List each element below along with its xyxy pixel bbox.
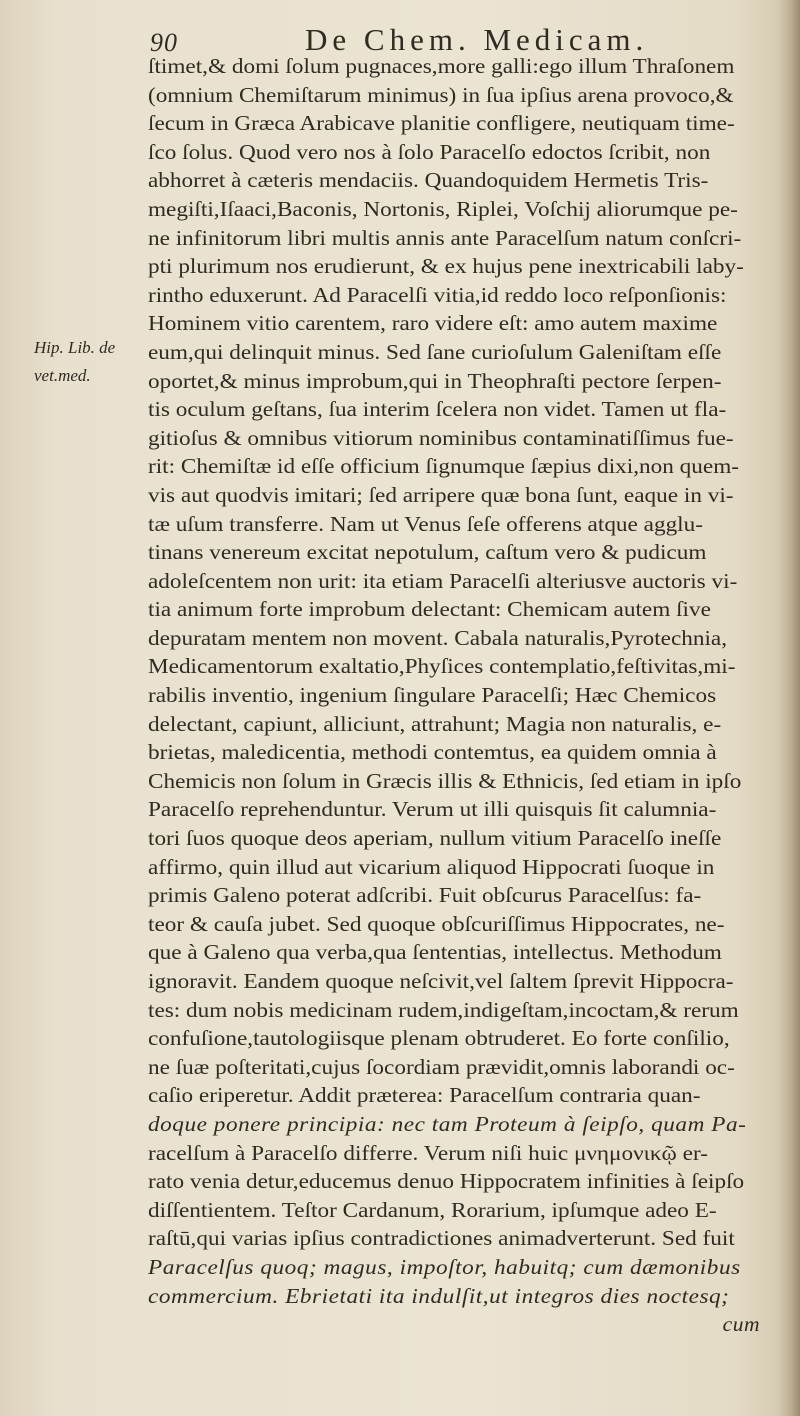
text-line: doque ponere principia: nec tam Proteum à ſeipſo, quam Pa-	[148, 1111, 747, 1136]
catchword: cum	[722, 1312, 760, 1337]
text-line: commercium. Ebrietati ita indulſit,ut integros dies noctesq;	[148, 1283, 730, 1308]
running-head: De Chem. Medicam.	[305, 22, 649, 57]
text-line: Paracelſo reprehenduntur. Verum ut illi quisquis ſit calumnia-	[148, 797, 717, 822]
text-line: tis oculum geſtans, ſua interim ſcelera non videt. Tamen ut fla-	[148, 397, 727, 422]
text-line: gitioſus & omnibus vitiorum nominibus contaminatiſſimus fue-	[148, 425, 734, 450]
text-line: racelſum à Paracelſo differre. Verum niſi huic μνημονικῷ er-	[148, 1140, 708, 1165]
text-line: que à Galeno qua verba,qua ſententias, intellectus. Methodum	[148, 940, 722, 965]
text-line: tinans venereum excitat nepotulum, caſtum vero & pudicum	[148, 540, 707, 565]
text-line: adoleſcentem non urit: ita etiam Paracelſi alteriusve auctoris vi-	[148, 568, 738, 593]
text-line: depuratam mentem non movent. Cabala naturalis,Pyrotechnia,	[148, 625, 728, 650]
text-line: raſtū,qui varias ipſius contradictiones animadverterunt. Sed fuit	[148, 1226, 735, 1251]
text-line: affirmo, quin illud aut vicarium aliquod Hippocrati ſuoque in	[148, 854, 715, 879]
text-line: ſecum in Græca Arabicave planitie confligere, neutiquam time-	[148, 111, 735, 136]
text-line: tori ſuos quoque deos aperiam, nullum vitium Paracelſo ineſſe	[148, 826, 722, 851]
margin-note-line: Hip. Lib. de	[34, 338, 116, 357]
text-line: oportet,& minus improbum,qui in Theophraſti pectore ſerpen-	[148, 368, 722, 393]
text-line: ſtimet,& domi ſolum pugnaces,more galli:ego illum Thraſonem	[148, 54, 735, 78]
text-line: diſſentientem. Teſtor Cardanum, Rorarium, ipſumque adeo E-	[148, 1197, 717, 1222]
text-line: abhorret à cæteris mendaciis. Quandoquidem Hermetis Tris-	[148, 168, 709, 193]
margin-note-line: vet.med.	[34, 366, 91, 385]
text-line: megiſti,Iſaaci,Baconis, Nortonis, Riplei, Voſchij aliorumque pe-	[148, 196, 738, 221]
text-line: ne infinitorum libri multis annis ante Paracelſum natum conſcri-	[148, 225, 742, 250]
text-line: delectant, capiunt, alliciunt, attrahunt; Magia non naturalis, e-	[148, 711, 722, 736]
text-line: Paracelſus quoq; magus, impoſtor, habuitq; cum dæmonibus	[148, 1254, 741, 1279]
body-text	[148, 52, 788, 1339]
text-line: vis aut quodvis imitari; ſed arripere quæ bona ſunt, eaque in vi-	[148, 482, 734, 507]
text-line: primis Galeno poterat adſcribi. Fuit obſcurus Paracelſus: fa-	[148, 883, 702, 908]
text-line: rabilis inventio, ingenium ſingulare Paracelſi; Hæc Chemicos	[148, 683, 717, 708]
text-line: tæ uſum transferre. Nam ut Venus ſeſe offerens atque agglu-	[148, 511, 703, 536]
text-line: tes: dum nobis medicinam rudem,indigeſtam,incoctam,& rerum	[148, 997, 739, 1022]
text-line: ſco ſolus. Quod vero nos à ſolo Paracelſo edoctos ſcribit, non	[148, 139, 711, 164]
text-line: Medicamentorum exaltatio,Phyſices contemplatio,feſtivitas,mi-	[148, 654, 736, 679]
text-line: rintho eduxerunt. Ad Paracelſi vitia,id reddo loco reſponſionis:	[148, 282, 727, 307]
text-line: (omnium Chemiſtarum minimus) in ſua ipſius arena provoco,&	[148, 82, 734, 107]
text-line: pti plurimum nos erudierunt, & ex hujus pene inextricabili laby-	[148, 254, 744, 279]
text-line: Hominem vitio carentem, raro videre eſt: amo autem maxime	[148, 311, 718, 336]
text-line: Chemicis non ſolum in Græcis illis & Ethnicis, ſed etiam in ipſo	[148, 768, 742, 793]
text-line: caſio eriperetur. Addit præterea: Paracelſum contraria quan-	[148, 1083, 701, 1108]
text-line: ne ſuæ poſteritati,cujus ſocordiam prævidit,omnis laborandi oc-	[148, 1054, 735, 1079]
text-line: rato venia detur,educemus denuo Hippocratem infinities à ſeipſo	[148, 1169, 745, 1194]
margin-note	[34, 334, 144, 390]
page-number: 90	[150, 28, 178, 57]
text-line: confuſione,tautologiisque plenam obtruderet. Eo forte conſilio,	[148, 1026, 730, 1051]
text-line: rit: Chemiſtæ id eſſe officium ſignumque ſæpius dixi,non quem-	[148, 454, 739, 479]
text-line: teor & cauſa jubet. Sed quoque obſcuriſſimus Hippocrates, ne-	[148, 911, 725, 936]
text-line: brietas, maledicentia, methodi contemtus, ea quidem omnia à	[148, 740, 717, 765]
text-line: tia animum forte improbum delectant: Chemicam autem ſive	[148, 597, 711, 622]
text-line: ignoravit. Eandem quoque neſcivit,vel ſaltem ſprevit Hippocra-	[148, 969, 734, 993]
text-line: eum,qui delinquit minus. Sed ſane curioſulum Galeniſtam eſſe	[148, 339, 722, 364]
